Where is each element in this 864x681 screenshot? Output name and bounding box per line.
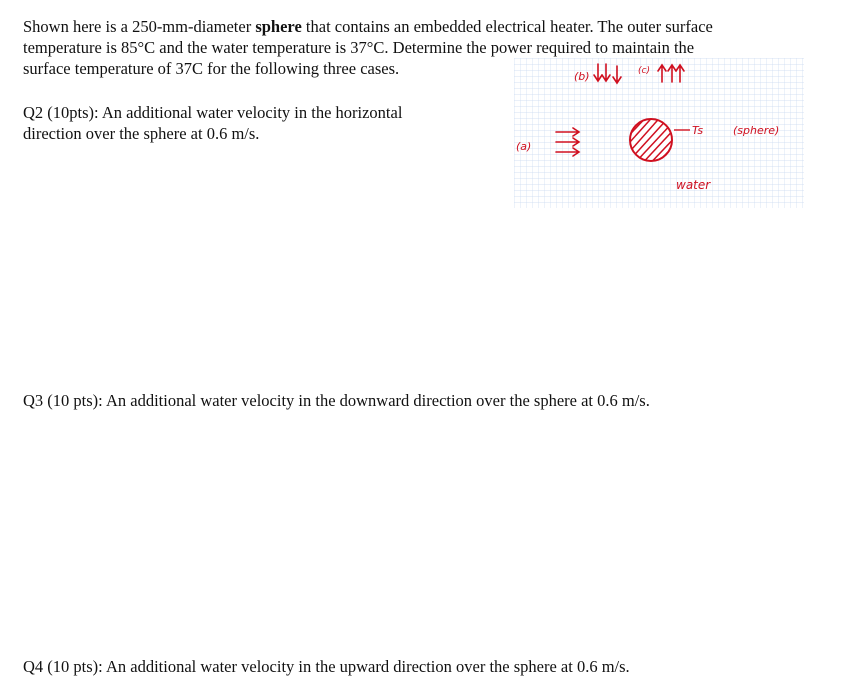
- label-b: (b): [574, 70, 590, 83]
- label-a: (a): [516, 140, 532, 153]
- q2-line-2: direction over the sphere at 0.6 m/s.: [23, 124, 260, 143]
- intro-text-start: Shown here is a 250-mm-diameter: [23, 17, 256, 36]
- intro-line-2: temperature is 85°C and the water temperature is 37°C. Determine the power required to maintain the: [23, 38, 695, 57]
- q2-line-1: Q2 (10pts): An additional water velocity in the horizontal: [23, 103, 403, 122]
- intro-line-3: surface temperature of 37C for the following three cases.: [23, 59, 400, 78]
- label-sphere: (sphere): [733, 124, 780, 137]
- horizontal-arrows: [556, 128, 579, 156]
- intro-bold-word: sphere: [255, 17, 302, 36]
- sphere-flow-sketch: [514, 58, 804, 208]
- label-ts: Ts: [692, 124, 704, 137]
- question-q4: Q4 (10 pts): An additional water velocity in the upward direction over the sphere at 0.6 m/s.: [23, 657, 630, 676]
- intro-line-1: [23, 16, 823, 37]
- question-q3: Q3 (10 pts): An additional water velocity in the downward direction over the sphere at 0.6 m/s.: [23, 391, 650, 410]
- label-c: (c): [638, 66, 650, 76]
- question-q2: [23, 102, 493, 144]
- label-water: water: [676, 178, 711, 192]
- intro-text-end: that contains an embedded electrical heater. The outer surface: [301, 17, 713, 36]
